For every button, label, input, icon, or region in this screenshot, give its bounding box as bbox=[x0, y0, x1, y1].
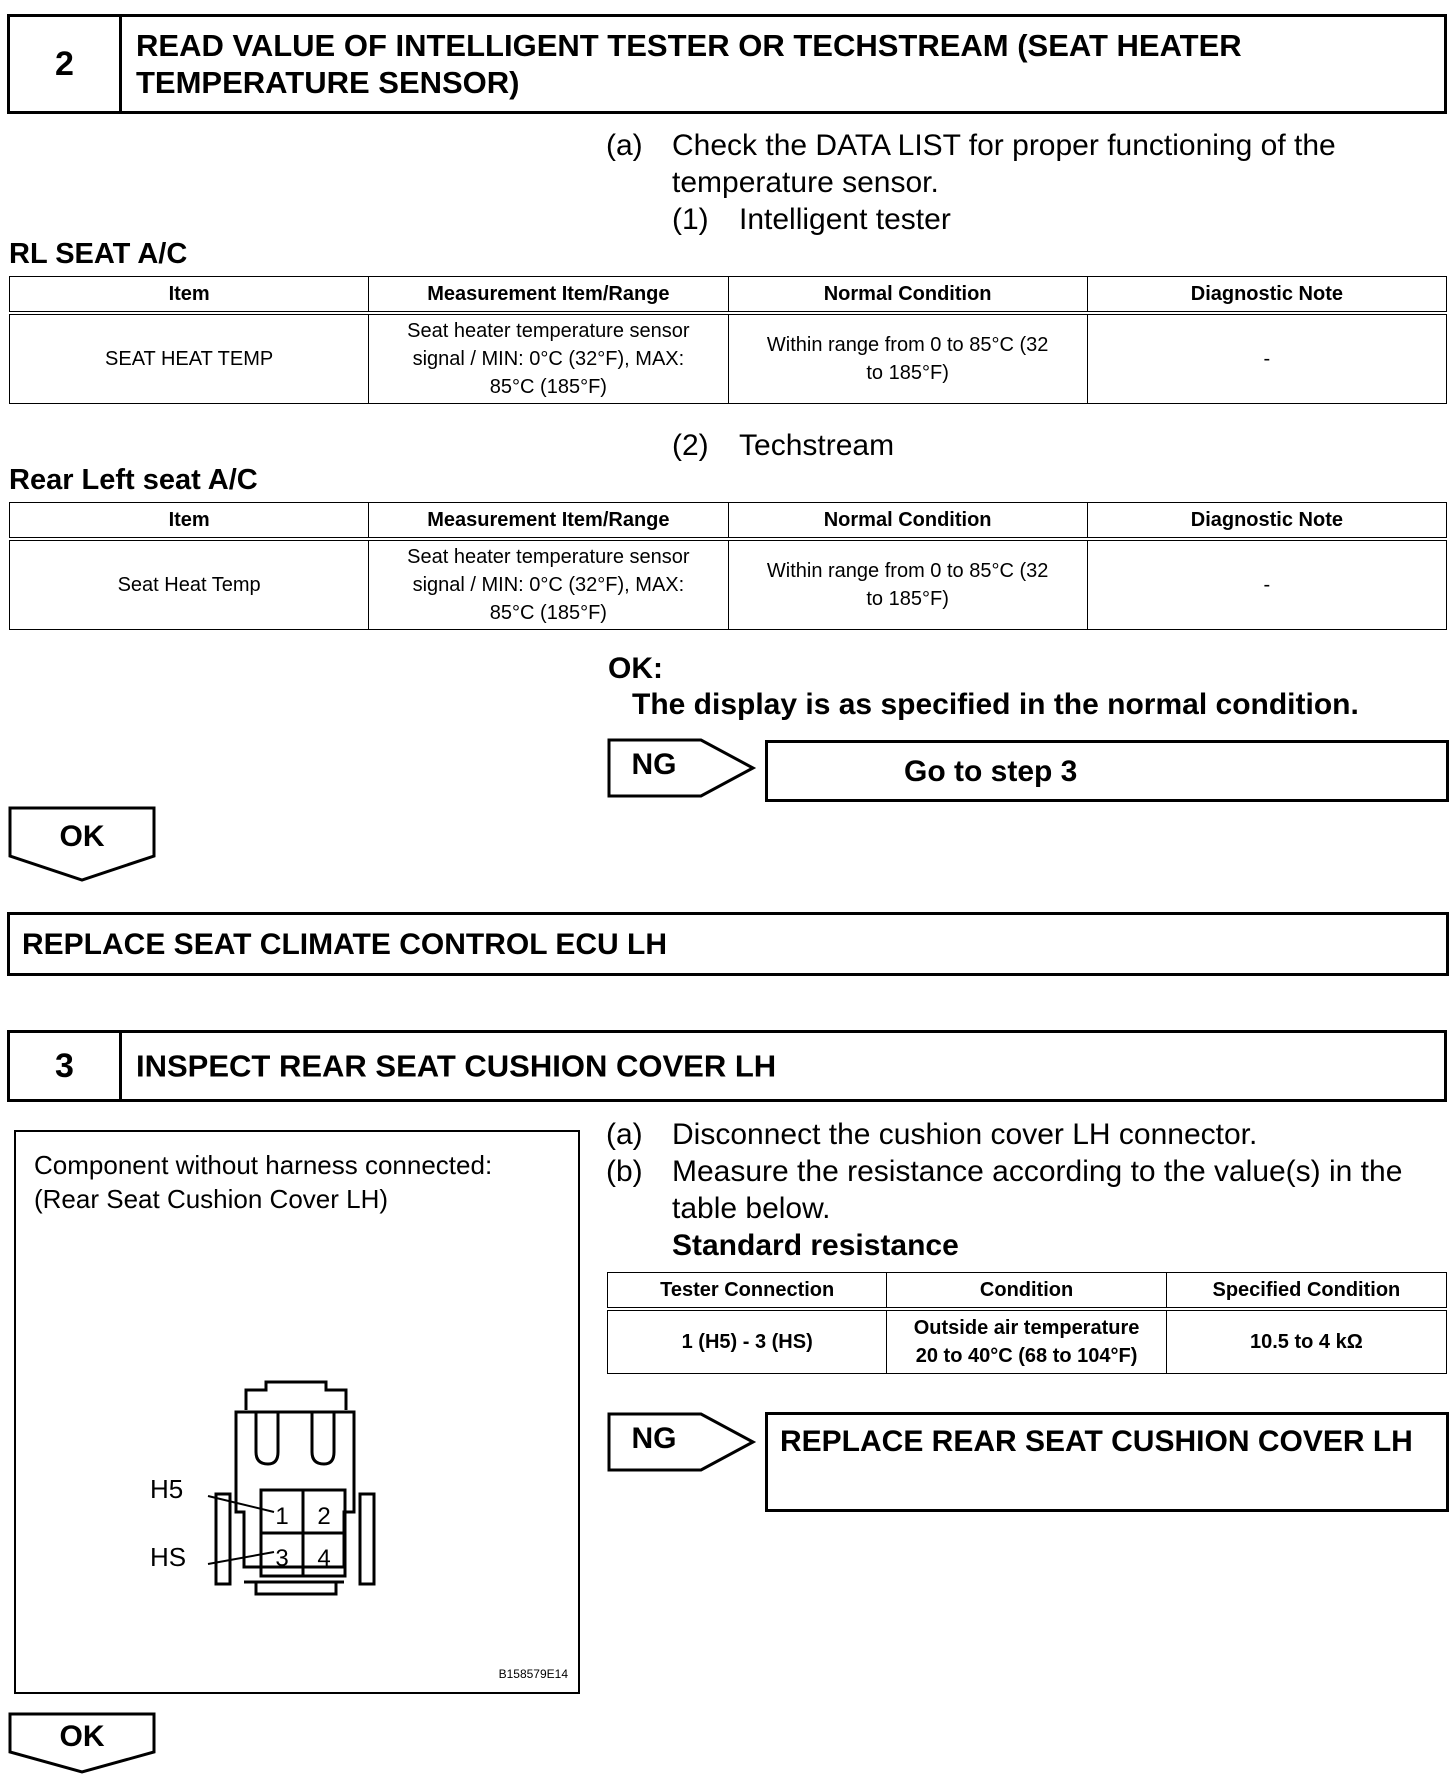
cell-item: Seat Heat Temp bbox=[10, 539, 369, 630]
header-measurement: Measurement Item/Range bbox=[369, 503, 728, 540]
table-header-row bbox=[10, 277, 1447, 314]
ok-label: OK bbox=[59, 1720, 105, 1753]
cell-line: 85°C (185°F) bbox=[489, 376, 607, 398]
instruction-b bbox=[606, 1153, 1446, 1264]
sub-instruction-2 bbox=[672, 427, 894, 464]
cell-diagnostic-note: - bbox=[1087, 539, 1446, 630]
table-header-row bbox=[10, 503, 1447, 540]
connector-diagram bbox=[16, 1132, 582, 1696]
resistance-table bbox=[607, 1272, 1447, 1374]
connector-latch bbox=[312, 1412, 334, 1464]
ng-arrow bbox=[607, 1412, 757, 1472]
figure-caption-line-2: (Rear Seat Cushion Cover LH) bbox=[34, 1184, 389, 1214]
cell-normal-condition bbox=[728, 539, 1087, 630]
cell-line: 20 to 40°C (68 to 104°F) bbox=[915, 1345, 1138, 1367]
header-condition: Condition bbox=[887, 1273, 1166, 1310]
header-measurement: Measurement Item/Range bbox=[369, 277, 728, 314]
instruction-label: (a) bbox=[606, 1118, 643, 1151]
step-title-line-2: TEMPERATURE SENSOR) bbox=[136, 65, 520, 100]
cell-line: to 185°F) bbox=[866, 588, 949, 610]
ng-arrow bbox=[607, 738, 757, 798]
instruction-text-line-1: Check the DATA LIST for proper functioning of the bbox=[672, 129, 1336, 162]
pin-2: 2 bbox=[317, 1503, 331, 1530]
cell-line: 85°C (185°F) bbox=[489, 602, 607, 624]
sub-instruction-label: (2) bbox=[672, 429, 709, 462]
instruction-text-line-2: table below. bbox=[672, 1192, 831, 1225]
step-title bbox=[136, 27, 1424, 101]
cell-connection: 1 (H5) - 3 (HS) bbox=[608, 1309, 887, 1374]
header-tester-connection: Tester Connection bbox=[608, 1273, 887, 1310]
ng-result-text: REPLACE REAR SEAT CUSHION COVER LH bbox=[780, 1425, 1413, 1458]
cell-line: Seat heater temperature sensor bbox=[407, 320, 690, 342]
ok-label: OK bbox=[59, 820, 105, 853]
standard-heading: Standard resistance bbox=[672, 1229, 959, 1262]
sub-instruction-text: Intelligent tester bbox=[739, 203, 951, 236]
data-list-table-intelligent-tester bbox=[9, 276, 1447, 404]
cell-line: Within range from 0 to 85°C (32 bbox=[766, 560, 1049, 582]
step-number: 3 bbox=[10, 1033, 122, 1099]
instruction-a bbox=[606, 127, 1446, 238]
step-title: INSPECT REAR SEAT CUSHION COVER LH bbox=[136, 1048, 777, 1084]
ng-label: NG bbox=[631, 1422, 677, 1455]
step-number: 2 bbox=[10, 17, 122, 111]
figure-id: B158579E14 bbox=[498, 1667, 568, 1681]
table-header-row bbox=[608, 1273, 1447, 1310]
header-normal-condition: Normal Condition bbox=[728, 277, 1087, 314]
header-diagnostic-note: Diagnostic Note bbox=[1087, 277, 1446, 314]
instruction-label: (a) bbox=[606, 129, 643, 162]
ok-result-text: REPLACE SEAT CLIMATE CONTROL ECU LH bbox=[22, 928, 667, 961]
ng-result-box bbox=[765, 740, 1449, 802]
cell-specified: 10.5 to 4 kΩ bbox=[1166, 1309, 1446, 1374]
ng-result-box bbox=[765, 1412, 1449, 1512]
header-specified-condition: Specified Condition bbox=[1166, 1273, 1446, 1310]
ng-label: NG bbox=[631, 748, 677, 781]
data-list-table-techstream bbox=[9, 502, 1447, 630]
header-normal-condition: Normal Condition bbox=[728, 503, 1087, 540]
ok-arrow bbox=[8, 1712, 158, 1774]
ng-result-text: Go to step 3 bbox=[904, 755, 1078, 788]
connector-bottom bbox=[256, 1582, 336, 1594]
connector-latch bbox=[256, 1412, 278, 1464]
header-item: Item bbox=[10, 277, 369, 314]
leader-line-hs bbox=[208, 1552, 274, 1564]
cell-condition bbox=[887, 1309, 1166, 1374]
leader-line-h5 bbox=[208, 1496, 274, 1512]
ok-condition-text: The display is as specified in the normal condition. bbox=[632, 688, 1359, 721]
table-row bbox=[10, 539, 1447, 630]
instruction-text-line-2: temperature sensor. bbox=[672, 166, 939, 199]
table-caption: Rear Left seat A/C bbox=[9, 464, 258, 496]
instruction-text: Disconnect the cushion cover LH connector. bbox=[672, 1118, 1258, 1151]
cell-line: Outside air temperature bbox=[913, 1317, 1140, 1339]
cell-line: signal / MIN: 0°C (32°F), MAX: bbox=[412, 574, 685, 596]
connector-figure bbox=[14, 1130, 580, 1694]
table-caption: RL SEAT A/C bbox=[9, 238, 188, 270]
ok-result-box bbox=[7, 912, 1449, 976]
cell-measurement bbox=[369, 313, 728, 404]
table-row bbox=[10, 313, 1447, 404]
ok-arrow bbox=[8, 806, 158, 882]
ok-heading: OK: bbox=[608, 652, 663, 685]
figure-caption-line-1: Component without harness connected: bbox=[34, 1150, 493, 1180]
cell-line: Seat heater temperature sensor bbox=[407, 546, 690, 568]
step-title-line-1: READ VALUE OF INTELLIGENT TESTER OR TECHSTREAM (SEAT HEATER bbox=[136, 28, 1242, 63]
sub-instruction-text: Techstream bbox=[739, 429, 895, 462]
cell-diagnostic-note: - bbox=[1087, 313, 1446, 404]
pin-3: 3 bbox=[275, 1545, 289, 1572]
label-h5: H5 bbox=[150, 1474, 184, 1504]
cell-measurement bbox=[369, 539, 728, 630]
connector-body bbox=[246, 1382, 346, 1410]
cell-line: Within range from 0 to 85°C (32 bbox=[766, 334, 1049, 356]
table-row bbox=[608, 1309, 1447, 1374]
step-3-header bbox=[7, 1030, 1447, 1102]
instruction-label: (b) bbox=[606, 1155, 643, 1188]
label-hs: HS bbox=[150, 1542, 187, 1572]
sub-instruction-1 bbox=[672, 201, 1446, 238]
header-diagnostic-note: Diagnostic Note bbox=[1087, 503, 1446, 540]
sub-instruction-label: (1) bbox=[672, 203, 709, 236]
cell-line: to 185°F) bbox=[866, 362, 949, 384]
connector-side-tab bbox=[360, 1494, 374, 1584]
cell-normal-condition bbox=[728, 313, 1087, 404]
step-2-header bbox=[7, 14, 1447, 114]
instruction-a bbox=[606, 1116, 1446, 1153]
pin-1: 1 bbox=[275, 1503, 289, 1530]
instruction-text-line-1: Measure the resistance according to the value(s) in the bbox=[672, 1155, 1403, 1188]
pin-4: 4 bbox=[317, 1545, 331, 1572]
header-item: Item bbox=[10, 503, 369, 540]
cell-item: SEAT HEAT TEMP bbox=[10, 313, 369, 404]
cell-line: signal / MIN: 0°C (32°F), MAX: bbox=[412, 348, 685, 370]
connector-side-tab bbox=[216, 1494, 230, 1584]
